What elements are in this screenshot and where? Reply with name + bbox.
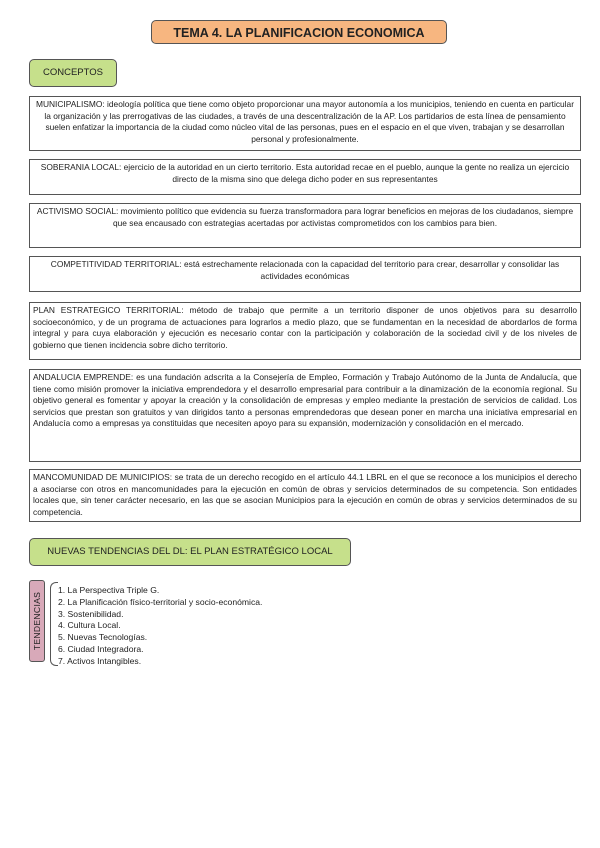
concept-municipalismo: MUNICIPALISMO: ideología política que tiene como objeto proporcionar una mayor autonomía a los municipios, teniendo en cuenta en particular la organización y las prerrogativas de las ciudades, a través de una descentralización de la AP. Los partidarios de esta línea de pensamiento suelen enfatizar la importancia de la ciudad como núcleo vital de las personas, pues en el espacio en el que viven, trabajan y se desarrollan personal y profesionalmente. xyxy=(29,96,581,151)
list-item: 5. Nuevas Tecnologías. xyxy=(58,632,148,643)
list-item: 6. Ciudad Integradora. xyxy=(58,643,144,654)
section-conceptos: CONCEPTOS xyxy=(29,59,117,87)
list-item: 4. Cultura Local. xyxy=(58,620,121,631)
tendencias-label-box xyxy=(29,580,45,662)
tendencias-bracket xyxy=(50,582,58,666)
tendencias-list xyxy=(58,585,262,668)
tendencias-label: TENDENCIAS xyxy=(32,591,42,651)
list-item: 1. La Perspectiva Triple G. xyxy=(58,585,160,595)
section-nuevas-tendencias: NUEVAS TENDENCIAS DEL DL: EL PLAN ESTRATÉGICO LOCAL xyxy=(29,538,351,566)
concept-mancomunidad-municipios: MANCOMUNIDAD DE MUNICIPIOS: se trata de un derecho recogido en el artículo 44.1 LBRL en el que se reconoce a los municipios el derecho a asociarse con otros en mancomunidades para la ejecución en común de obras y servicios determinados de su competencia. Son entidades locales que, sin tener carácter necesario, en las que se asocian Municipios para la ejecución en común de obras y servicios determinados de su competencia. xyxy=(29,469,581,522)
list-item: 7. Activos Intangibles. xyxy=(58,655,142,666)
concept-activismo-social: ACTIVISMO SOCIAL: movimiento político que evidencia su fuerza transformadora para lograr beneficios en mejoras de los ciudadanos, siempre que sea encausado con estrategias acertadas por activistas comprometidos con los cambios para bien. xyxy=(29,203,581,248)
list-item: 3. Sostenibilidad. xyxy=(58,608,124,619)
concept-competitividad-territorial: COMPETITIVIDAD TERRITORIAL: está estrechamente relacionada con la capacidad del territorio para crear, desarrollar y consolidar las actividades económicas xyxy=(29,256,581,292)
page-title: TEMA 4. LA PLANIFICACION ECONOMICA xyxy=(151,20,447,44)
concept-andalucia-emprende: ANDALUCIA EMPRENDE: es una fundación adscrita a la Consejería de Empleo, Formación y Trabajo Autónomo de la Junta de Andalucía, que tiene como misión promover la iniciativa emprendedora y el desarrollo empresarial para contribuir a la dinamización de la economía regional. Su objetivo general es fomentar y apoyar la creación y la consolidación de empresas y empleo mediante la prestación de servicios de calidad. Los servicios que prestan son gratuitos y van dirigidos tanto a personas emprendedoras que desean poner en marcha una iniciativa empresarial en Andalucía como a empresas ya constituidas que necesiten apoyo para su expansión, modernización y consolidación en el mercado. xyxy=(29,369,581,462)
concept-plan-estrategico-territorial: PLAN ESTRATEGICO TERRITORIAL: método de trabajo que permite a un territorio disponer de unos objetivos para su desarrollo socioeconómico, y de un programa de actuaciones para lograrlos a medio plazo, que se fundamentan en la necesidad de abordarlos de forma integral y para cuya elaboración y ejecución es necesario contar con la participación y colaboración de la sociedad civil y de los niveles de gobierno que tienen incidencia sobre dicho territorio. xyxy=(29,302,581,360)
concept-soberania-local: SOBERANIA LOCAL: ejercicio de la autoridad en un cierto territorio. Esta autoridad recae en el pueblo, aunque la gente no realiza un ejercicio directo de la misma sino que delega dicho poder en sus representantes xyxy=(29,159,581,195)
list-item: 2. La Planificación físico-territorial y socio-económica. xyxy=(58,596,263,607)
